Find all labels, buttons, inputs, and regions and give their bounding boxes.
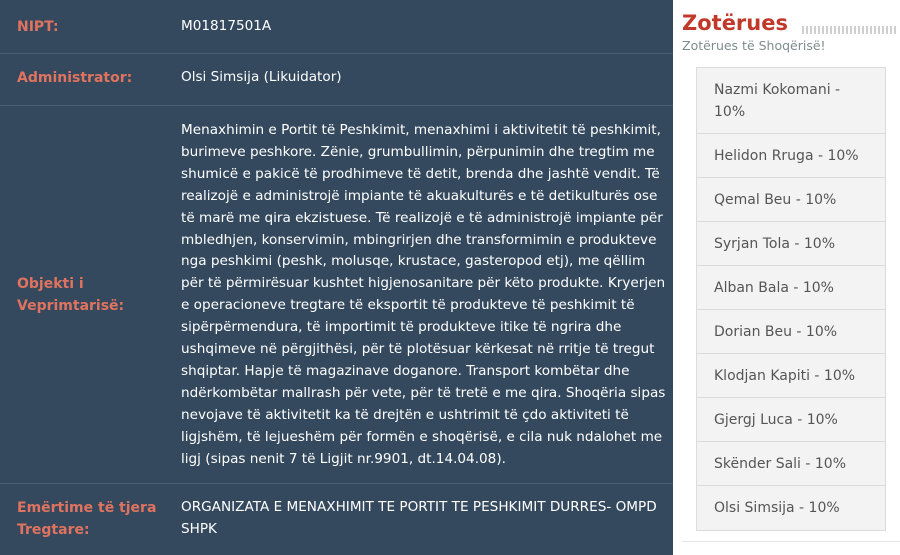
- business-object-label: Objekti i Veprimtarisë:: [17, 276, 125, 314]
- owner-item[interactable]: Syrjan Tola - 10%: [697, 222, 885, 266]
- business-object-value: Menaxhimin e Portit të Peshkimit, menaxhimi i aktivitetit të peshkimit, burimeve peshkore. Zënie, grumbullimin, përpunimin dhe tregtim me shumicë e pakicë të prodhimeve të detit, brenda dhe jashtë vendit. Të realizojë e administrojë impiante të akuakulturës e të detikulturës ose të marë me qira ekzistuese. Të realizojë e të administrojë impiante për mbledhjen, konservimin, mbingrirjen dhe transformimin e produkteve nga peshkimi (peshk, molusqe, krustace, gasteropod etj), me qëllim për të përmirësuar kushtet higjenosanitare për këto produkte. Kryerjen e operacioneve tregtare të eksportit të produkteve të peshkimit të sipërpërmendura, të importimit të produkteve itike të ngrira dhe ushqimeve në përgjithësi, për të plotësuar kërkesat në rritje të tregut shqiptar. Hapje të magazinave doganore. Transport kombëtar dhe ndërkombëtar mallrash për vete, për të tretë e me qira. Shoqëria sipas nevojave të aktivitetit ka të drejtën e ushtrimit të çdo aktiviteti të ligjshëm, të lejueshëm për formën e shoqërisë, e cila nuk ndalohet me ligj (sipas nenit 7 të Ligjit nr.9901, dt.14.04.08).: [181, 122, 666, 467]
- owner-list: [696, 67, 886, 531]
- owner-item[interactable]: Qemal Beu - 10%: [697, 178, 885, 222]
- administrator-label: Administrator:: [17, 70, 133, 86]
- owner-item[interactable]: Dorian Beu - 10%: [697, 310, 885, 354]
- divider: [682, 541, 900, 542]
- owner-item[interactable]: Nazmi Kokomani - 10%: [697, 68, 885, 134]
- owner-item[interactable]: Helidon Rruga - 10%: [697, 134, 885, 178]
- trade-names-row: [0, 484, 673, 555]
- nipt-label: NIPT:: [17, 19, 59, 35]
- owners-title: Zotërues: [682, 11, 788, 35]
- owner-item[interactable]: Gjergj Luca - 10%: [697, 398, 885, 442]
- business-object-row: [0, 106, 673, 484]
- owner-item[interactable]: Klodjan Kapiti - 10%: [697, 354, 885, 398]
- administrator-row: [0, 54, 673, 106]
- trade-names-label: Emërtime të tjera Tregtare:: [17, 500, 157, 538]
- nipt-value: M01817501A: [181, 18, 272, 34]
- owner-item[interactable]: Olsi Simsija - 10%: [714, 500, 840, 516]
- administrator-value: Olsi Simsija (Likuidator): [181, 69, 342, 85]
- owners-subtitle: Zotërues të Shoqërisë!: [682, 38, 826, 53]
- nipt-row: [0, 0, 673, 54]
- title-decoration: [802, 26, 898, 34]
- owner-item[interactable]: Skënder Sali - 10%: [697, 442, 885, 486]
- trade-names-value: ORGANIZATA E MENAXHIMIT TE PORTIT TE PESHKIMIT DURRES- OMPD SHPK: [181, 499, 657, 537]
- owner-item[interactable]: Alban Bala - 10%: [697, 266, 885, 310]
